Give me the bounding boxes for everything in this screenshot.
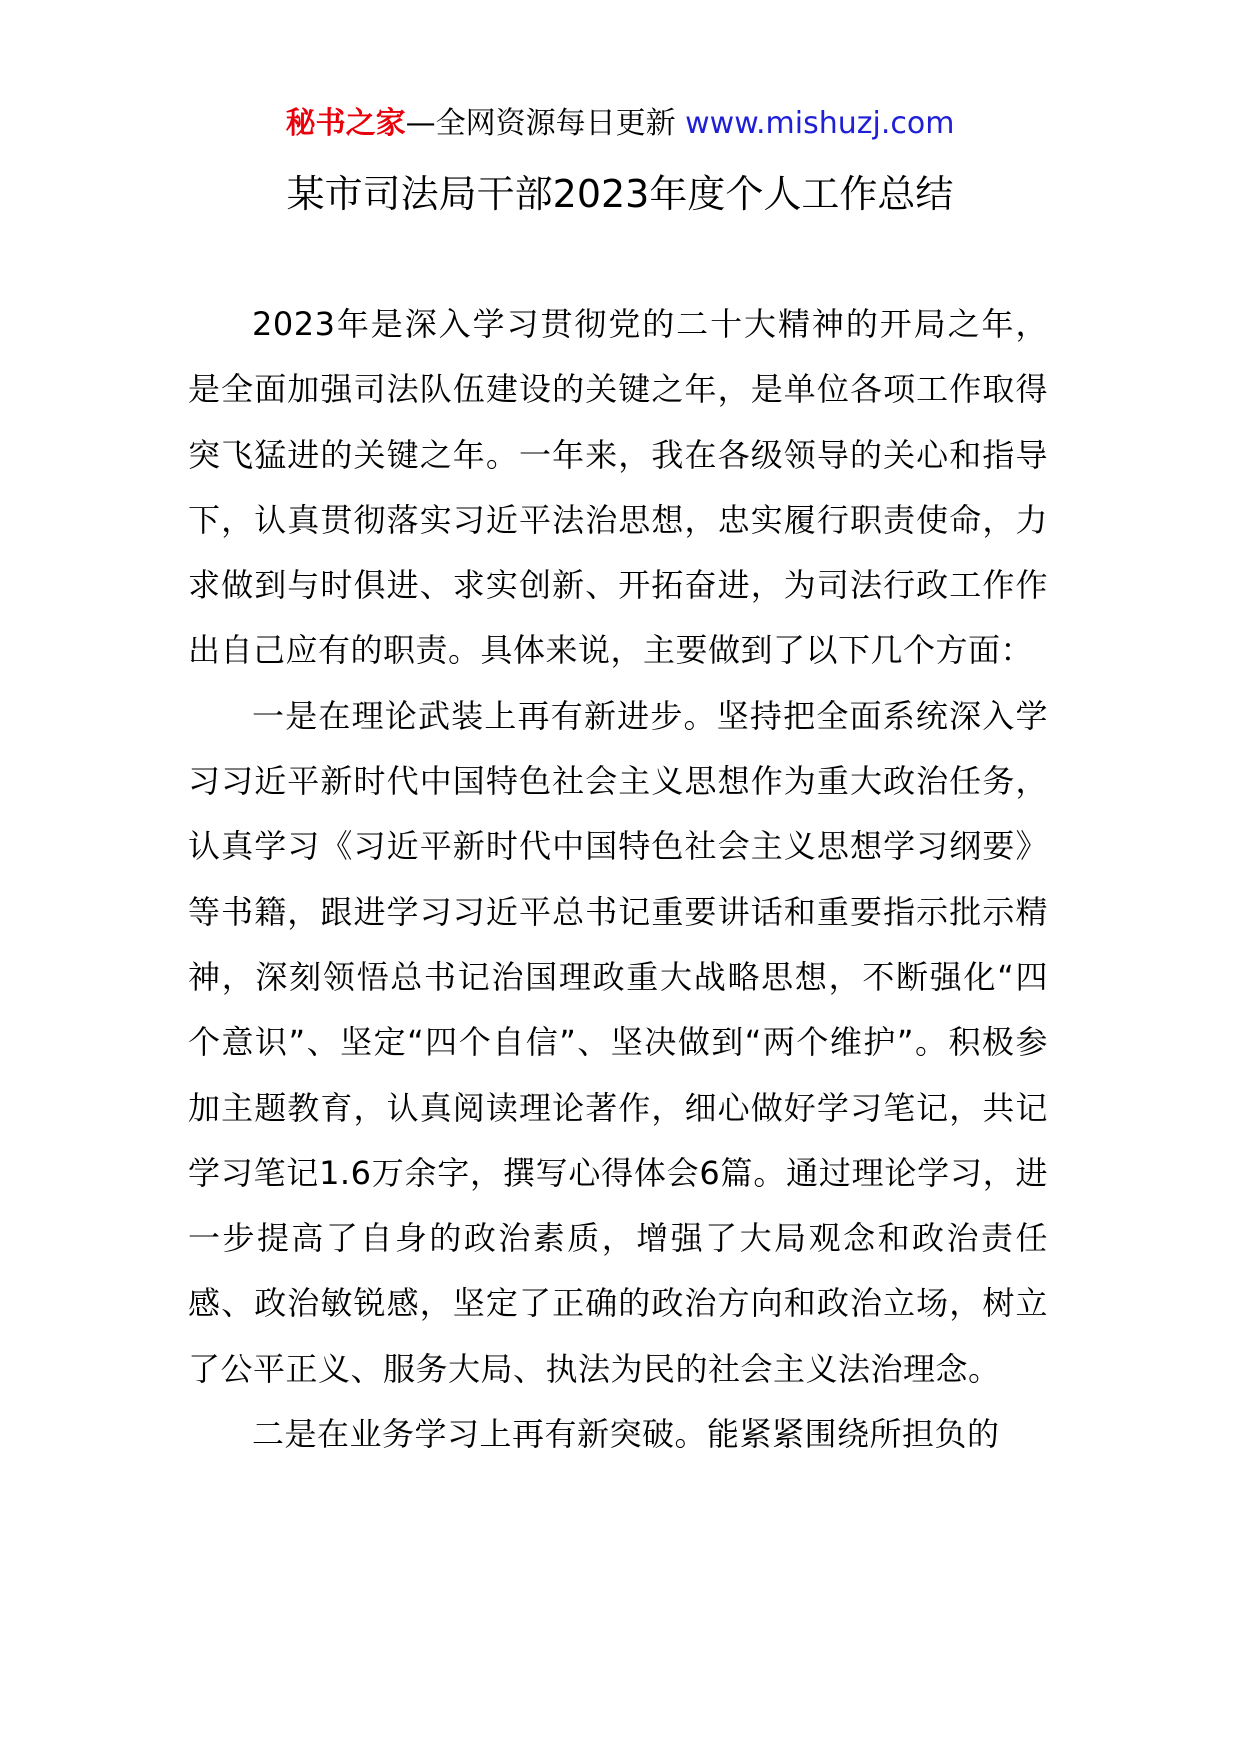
document-body	[188, 292, 1048, 1467]
document-title: 某市司法局干部2023年度个人工作总结	[286, 172, 954, 216]
site-header	[0, 101, 1240, 147]
header-tagline: —全网资源每日更新	[405, 106, 676, 141]
paragraph-business-study: 二是在业务学习上再有新突破。能紧紧围绕所担负的	[252, 1415, 1000, 1454]
paragraph-theory-study: 一是在理论武装上再有新进步。坚持把全面系统深入学习习近平新时代中国特色社会主义思想作为重大政治任务，认真学习《习近平新时代中国特色社会主义思想学习纲要》等书籍，跟进学习习近平总书记重要讲话和重要指示批示精神，深刻领悟总书记治国理政重大战略思想，不断强化“四个意识”、坚定“四个自信”、坚决做到“两个维护”。积极参加主题教育，认真阅读理论著作，细心做好学习笔记，共记学习笔记1.6万余字，撰写心得体会6篇。通过理论学习，进一步提高了自身的政治素质，增强了大局观念和政治责任感、政治敏锐感，坚定了正确的政治方向和政治立场，树立了公平正义、服务大局、执法为民的社会主义法治理念。	[188, 696, 1048, 1388]
paragraph-intro: 2023年是深入学习贯彻党的二十大精神的开局之年，是全面加强司法队伍建设的关键之年，是单位各项工作取得突飞猛进的关键之年。一年来，我在各级领导的关心和指导下，认真贯彻落实习近平法治思想，忠实履行职责使命，力求做到与时俱进、求实创新、开拓奋进，为司法行政工作作出自己应有的职责。具体来说，主要做到了以下几个方面：	[188, 305, 1048, 670]
brand-name: 秘书之家	[285, 106, 406, 141]
site-url-link[interactable]: www.mishuzj.com	[685, 106, 955, 141]
